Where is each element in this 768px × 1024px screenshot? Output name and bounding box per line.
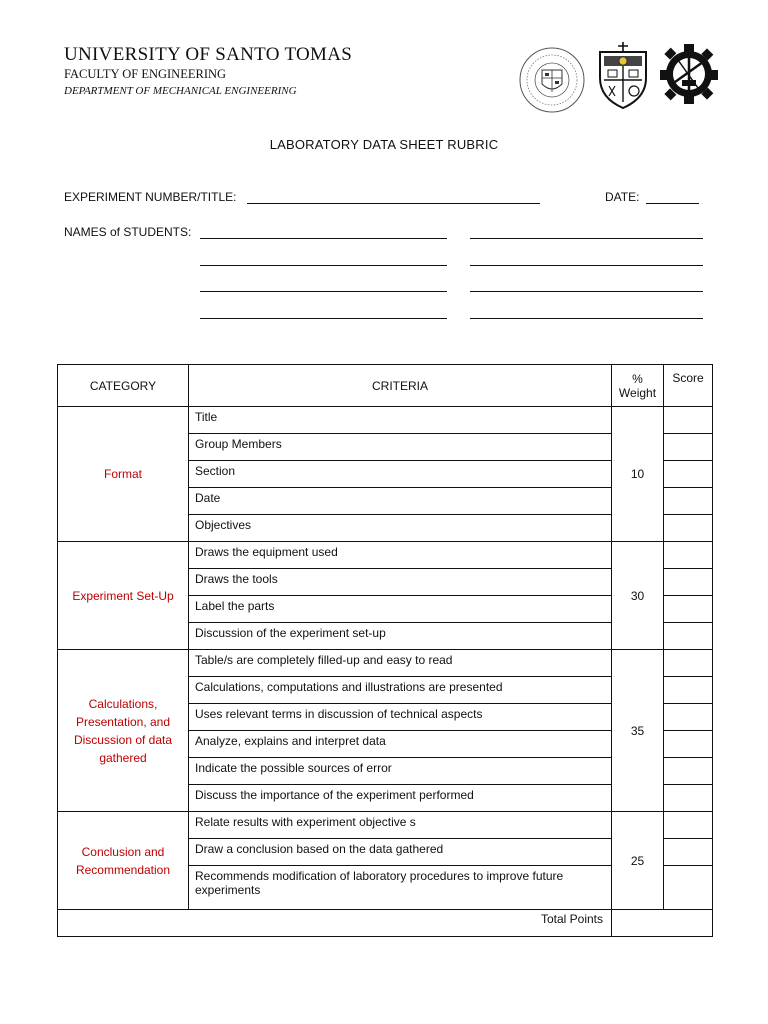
score-cell[interactable] bbox=[664, 839, 713, 866]
university-name: UNIVERSITY OF SANTO TOMAS bbox=[64, 44, 353, 65]
university-seal-icon bbox=[518, 46, 586, 114]
criteria-cell: Discussion of the experiment set-up bbox=[189, 623, 612, 650]
criteria-cell: Draw a conclusion based on the data gathered bbox=[189, 839, 612, 866]
criteria-cell: Group Members bbox=[189, 434, 612, 461]
score-cell[interactable] bbox=[664, 704, 713, 731]
table-row bbox=[58, 407, 713, 434]
category-calculations: Calculations, Presentation, and Discussion of data gathered bbox=[58, 650, 189, 812]
criteria-cell: Draws the tools bbox=[189, 569, 612, 596]
score-cell[interactable] bbox=[664, 623, 713, 650]
total-points-label: Total Points bbox=[58, 910, 612, 937]
score-cell[interactable] bbox=[664, 407, 713, 434]
criteria-header: CRITERIA bbox=[189, 365, 612, 407]
letterhead bbox=[64, 44, 352, 98]
score-cell[interactable] bbox=[664, 677, 713, 704]
criteria-cell: Calculations, computations and illustrations are presented bbox=[189, 677, 612, 704]
category-header: CATEGORY bbox=[58, 365, 189, 407]
category-format: Format bbox=[58, 407, 189, 542]
score-cell[interactable] bbox=[664, 650, 713, 677]
department-name: DEPARTMENT OF MECHANICAL ENGINEERING bbox=[64, 85, 297, 97]
score-cell[interactable] bbox=[664, 434, 713, 461]
document-title: LABORATORY DATA SHEET RUBRIC bbox=[269, 137, 499, 152]
score-header: Score bbox=[664, 365, 713, 407]
department-gear-logo-icon bbox=[658, 40, 720, 108]
criteria-cell: Section bbox=[189, 461, 612, 488]
score-cell[interactable] bbox=[664, 461, 713, 488]
date-field[interactable] bbox=[646, 203, 699, 204]
weight-cell: 25 bbox=[612, 812, 664, 910]
criteria-cell: Objectives bbox=[189, 515, 612, 542]
weight-cell: 30 bbox=[612, 542, 664, 650]
category-conclusion: Conclusion and Recommendation bbox=[58, 812, 189, 910]
weight-cell: 10 bbox=[612, 407, 664, 542]
experiment-title-field[interactable] bbox=[247, 203, 540, 204]
student-name-field[interactable] bbox=[200, 291, 447, 292]
score-cell[interactable] bbox=[664, 569, 713, 596]
table-header-row bbox=[58, 365, 713, 407]
date-label: DATE: bbox=[605, 190, 640, 204]
criteria-cell: Indicate the possible sources of error bbox=[189, 758, 612, 785]
criteria-cell: Analyze, explains and interpret data bbox=[189, 731, 612, 758]
experiment-label: EXPERIMENT NUMBER/TITLE: bbox=[64, 190, 237, 204]
score-cell[interactable] bbox=[664, 866, 713, 910]
category-experiment-setup: Experiment Set-Up bbox=[58, 542, 189, 650]
faculty-crest-icon bbox=[594, 40, 652, 112]
criteria-cell: Date bbox=[189, 488, 612, 515]
student-name-field[interactable] bbox=[200, 318, 447, 319]
logos bbox=[518, 38, 718, 110]
score-cell[interactable] bbox=[664, 812, 713, 839]
weight-cell: 35 bbox=[612, 650, 664, 812]
students-label: NAMES of STUDENTS: bbox=[64, 225, 192, 239]
student-name-field[interactable] bbox=[470, 291, 703, 292]
score-cell[interactable] bbox=[664, 731, 713, 758]
criteria-cell: Recommends modification of laboratory procedures to improve future experiments bbox=[189, 866, 612, 910]
total-points-cell[interactable] bbox=[612, 910, 713, 937]
student-name-field[interactable] bbox=[200, 238, 447, 239]
score-cell[interactable] bbox=[664, 542, 713, 569]
score-cell[interactable] bbox=[664, 515, 713, 542]
criteria-cell: Title bbox=[189, 407, 612, 434]
student-name-field[interactable] bbox=[470, 318, 703, 319]
weight-header: % Weight bbox=[612, 365, 664, 407]
score-cell[interactable] bbox=[664, 785, 713, 812]
criteria-cell: Discuss the importance of the experiment performed bbox=[189, 785, 612, 812]
score-cell[interactable] bbox=[664, 596, 713, 623]
table-row bbox=[58, 650, 713, 677]
criteria-cell: Draws the equipment used bbox=[189, 542, 612, 569]
student-name-field[interactable] bbox=[470, 238, 703, 239]
rubric-table bbox=[57, 364, 713, 937]
student-name-field[interactable] bbox=[200, 265, 447, 266]
table-row bbox=[58, 542, 713, 569]
criteria-cell: Table/s are completely filled-up and easy to read bbox=[189, 650, 612, 677]
criteria-cell: Label the parts bbox=[189, 596, 612, 623]
score-cell[interactable] bbox=[664, 758, 713, 785]
total-row bbox=[58, 910, 713, 937]
criteria-cell: Uses relevant terms in discussion of technical aspects bbox=[189, 704, 612, 731]
student-name-field[interactable] bbox=[470, 265, 703, 266]
faculty-name: FACULTY OF ENGINEERING bbox=[64, 67, 227, 81]
table-row bbox=[58, 812, 713, 839]
criteria-cell: Relate results with experiment objective s bbox=[189, 812, 612, 839]
score-cell[interactable] bbox=[664, 488, 713, 515]
